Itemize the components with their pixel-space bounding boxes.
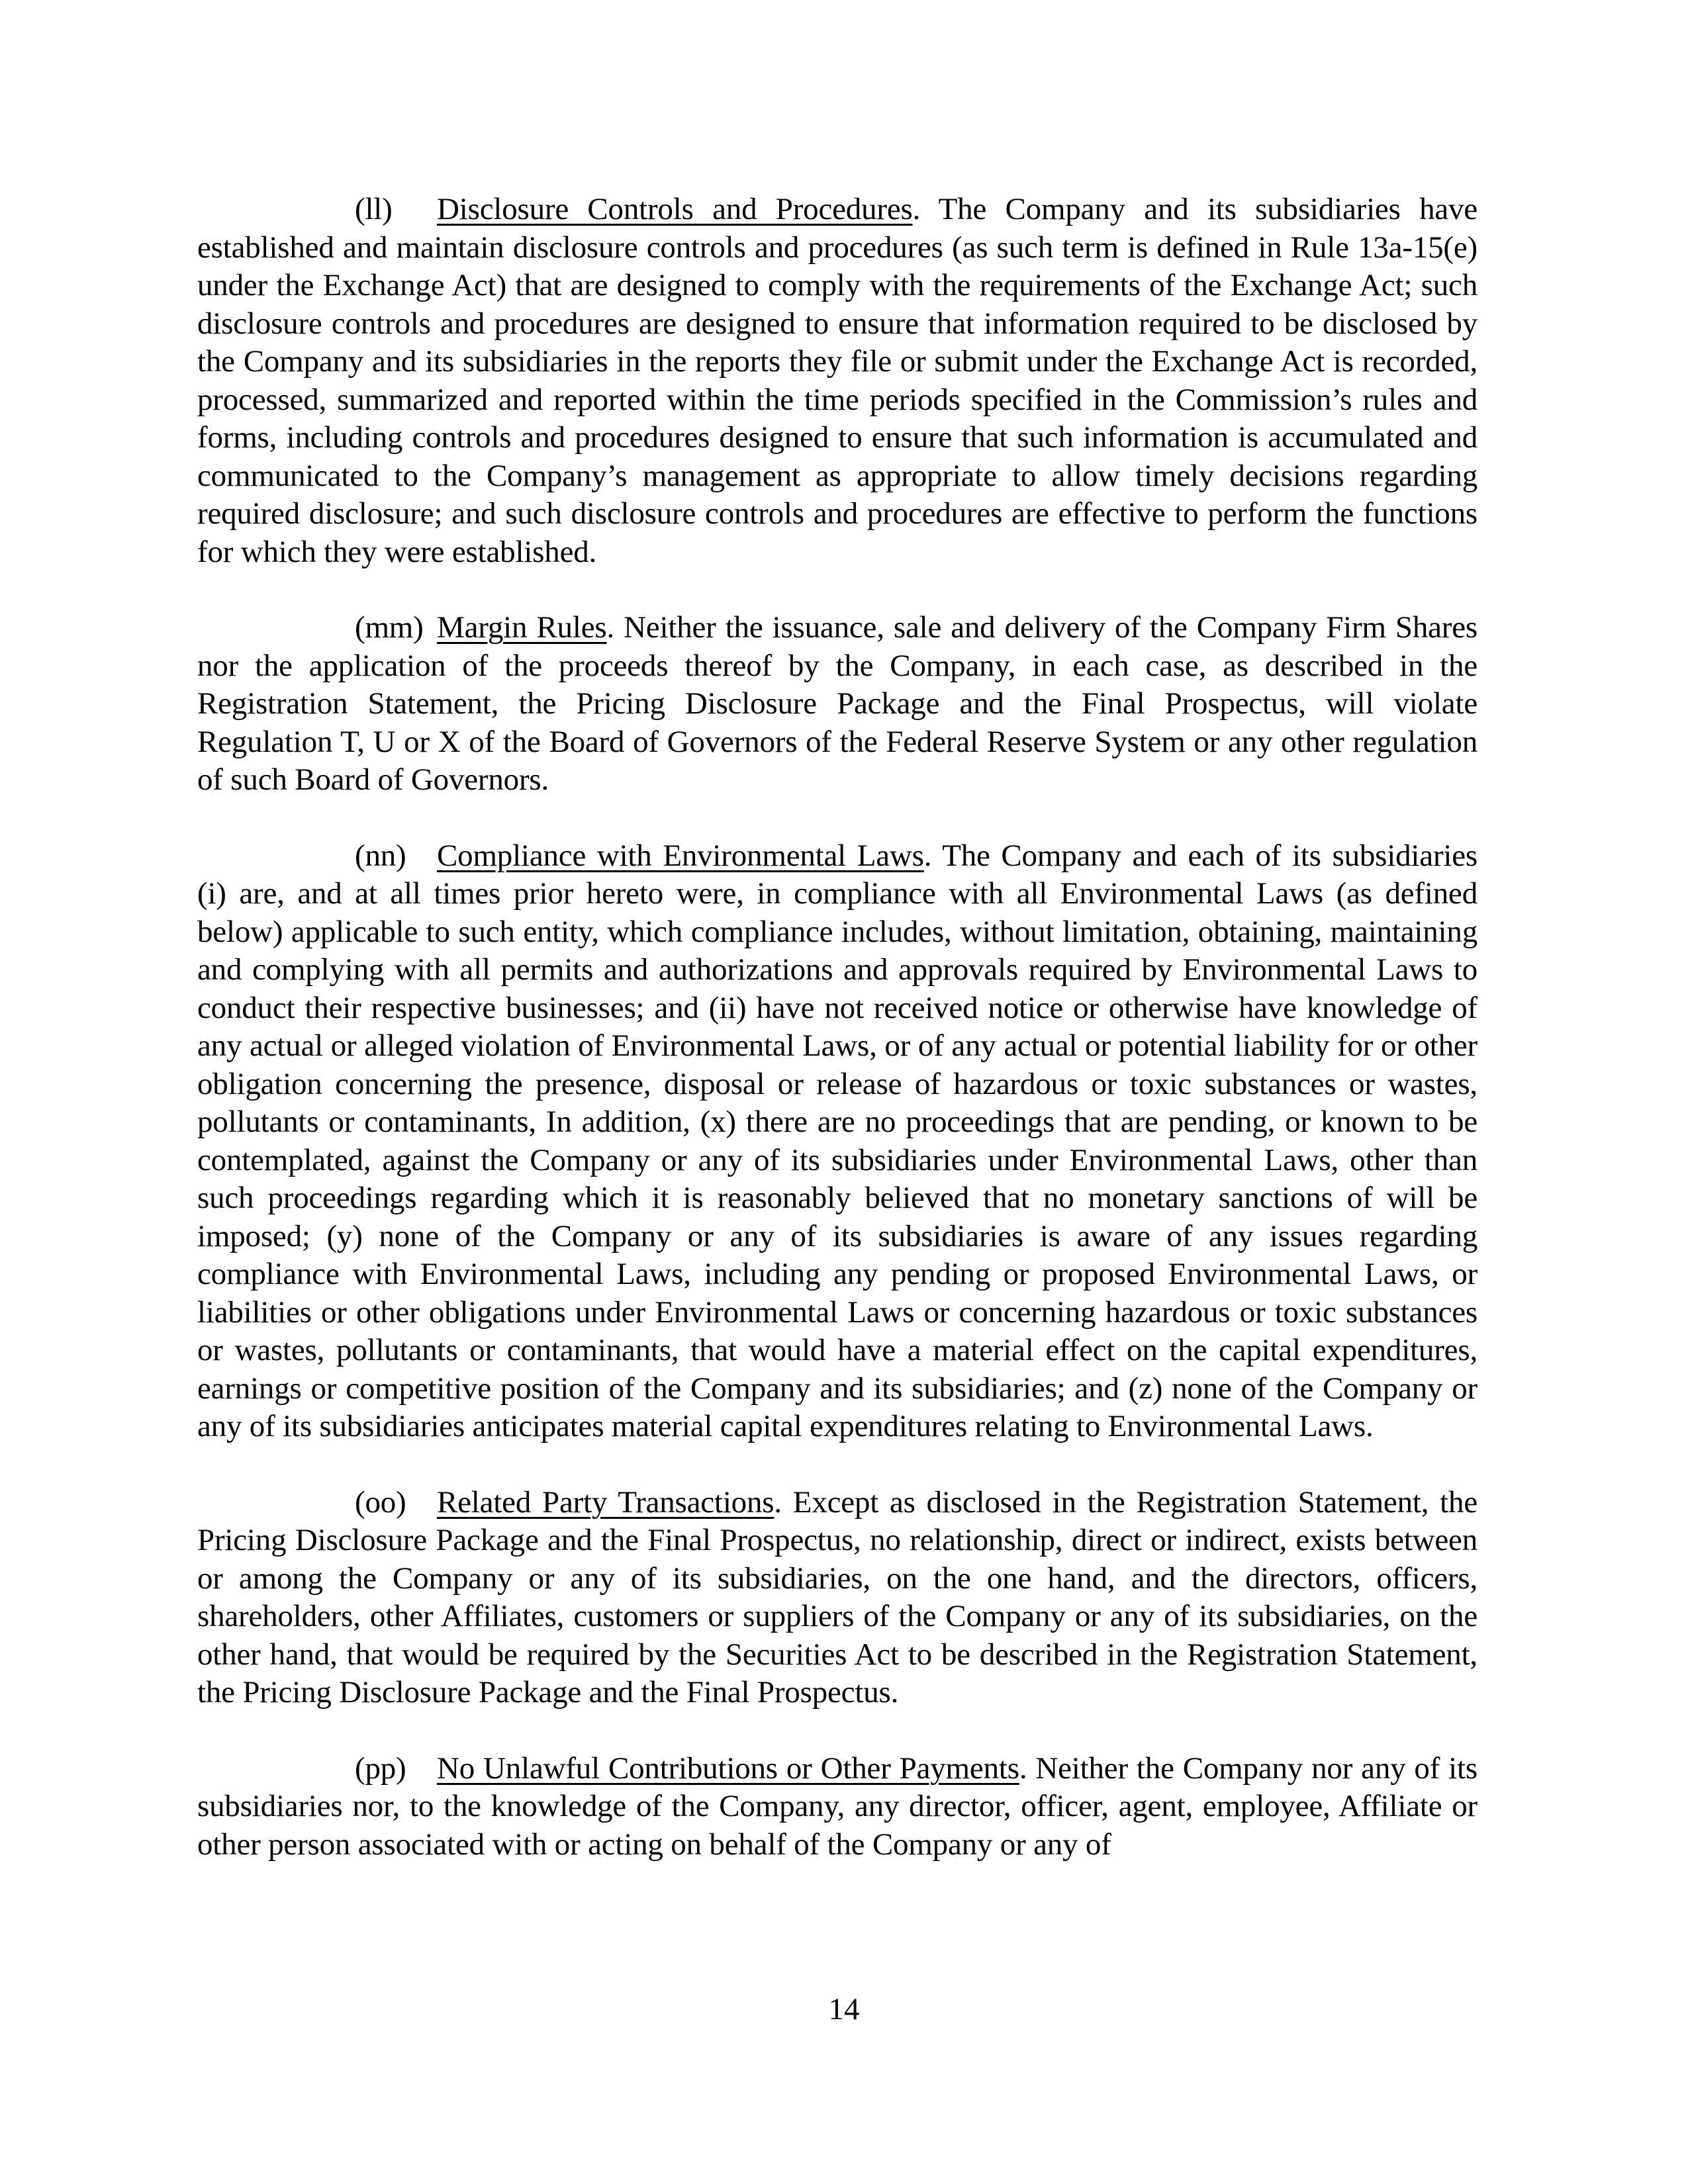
section-body: . Neither the issuance, sale and delivery of the Company Firm Shares nor the application of the proceeds thereof by the Company, in each case, as described in the Registration Statement, the Pricing Disclosure Package and the Final Prospectus, will violate Regulation T, U or X of the Board of Governors of the Federal Reserve System or any other regulation of such Board of Governors. bbox=[197, 610, 1477, 797]
section-nn bbox=[197, 837, 1477, 1446]
section-heading: Related Party Transactions bbox=[437, 1484, 774, 1520]
section-ll bbox=[197, 191, 1477, 571]
section-heading: Margin Rules bbox=[437, 610, 607, 645]
section-heading: Compliance with Environmental Laws bbox=[437, 838, 924, 873]
section-mm bbox=[197, 609, 1477, 799]
section-pp bbox=[197, 1750, 1477, 1864]
section-heading: No Unlawful Contributions or Other Payments bbox=[437, 1751, 1019, 1786]
section-heading: Disclosure Controls and Procedures bbox=[437, 192, 913, 226]
section-number: (nn) bbox=[355, 838, 406, 873]
document-page bbox=[197, 191, 1477, 1864]
section-body: . Neither the Company nor any of its subsidiaries nor, to the knowledge of the Company, any director, officer, agent, employee, Affiliate or other person associated with or acting on behalf of the Company or any of bbox=[197, 1751, 1477, 1862]
section-oo bbox=[197, 1484, 1477, 1712]
section-number: (mm) bbox=[355, 610, 424, 645]
section-number: (oo) bbox=[355, 1484, 406, 1520]
section-body: . Except as disclosed in the Registration Statement, the Pricing Disclosure Package and the Final Prospectus, no relationship, direct or indirect, exists between or among the Company or any of its subsidiaries, on the one hand, and the directors, officers, shareholders, other Affiliates, customers or suppliers of the Company or any of its subsidiaries, on the other hand, that would be required by the Securities Act to be described in the Registration Statement, the Pricing Disclosure Package and the Final Prospectus. bbox=[197, 1484, 1477, 1709]
section-number: (ll) bbox=[355, 192, 393, 226]
section-body: . The Company and each of its subsidiaries (i) are, and at all times prior hereto were, in compliance with all Environmental Laws (as defined below) applicable to such entity, which compliance includes, without limitation, obtaining, maintaining and complying with all permits and authorizations and approvals required by Environmental Laws to conduct their respective businesses; and (ii) have not received notice or otherwise have knowledge of any actual or alleged violation of Environmental Laws, or of any actual or potential liability for or other obligation concerning the presence, disposal or release of hazardous or toxic substances or wastes, pollutants or contaminants, In addition, (x) there are no proceedings that are pending, or known to be contemplated, against the Company or any of its subsidiaries under Environmental Laws, other than such proceedings regarding which it is reasonably believed that no monetary sanctions of will be imposed; (y) none of the Company or any of its subsidiaries is aware of any issues regarding compliance with Environmental Laws, including any pending or proposed Environmental Laws, or liabilities or other obligations under Environmental Laws or concerning hazardous or toxic substances or wastes, pollutants or contaminants, that would have a material effect on the capital expenditures, earnings or competitive position of the Company and its subsidiaries; and (z) none of the Company or any of its subsidiaries anticipates material capital expenditures relating to Environmental Laws. bbox=[197, 838, 1477, 1443]
section-body: . The Company and its subsidiaries have established and maintain disclosure controls and procedures (as such term is defined in Rule 13a-15(e) under the Exchange Act) that are designed to comply with the requirements of the Exchange Act; such disclosure controls and procedures are designed to ensure that information required to be disclosed by the Company and its subsidiaries in the reports they file or submit under the Exchange Act is recorded, processed, summarized and reported within the time periods specified in the Commission’s rules and forms, including controls and procedures designed to ensure that such information is accumulated and communicated to the Company’s management as appropriate to allow timely decisions regarding required disclosure; and such disclosure controls and procedures are effective to perform the functions for which they were established. bbox=[197, 192, 1477, 569]
section-number: (pp) bbox=[355, 1751, 406, 1786]
page-number: 14 bbox=[828, 1992, 860, 2026]
